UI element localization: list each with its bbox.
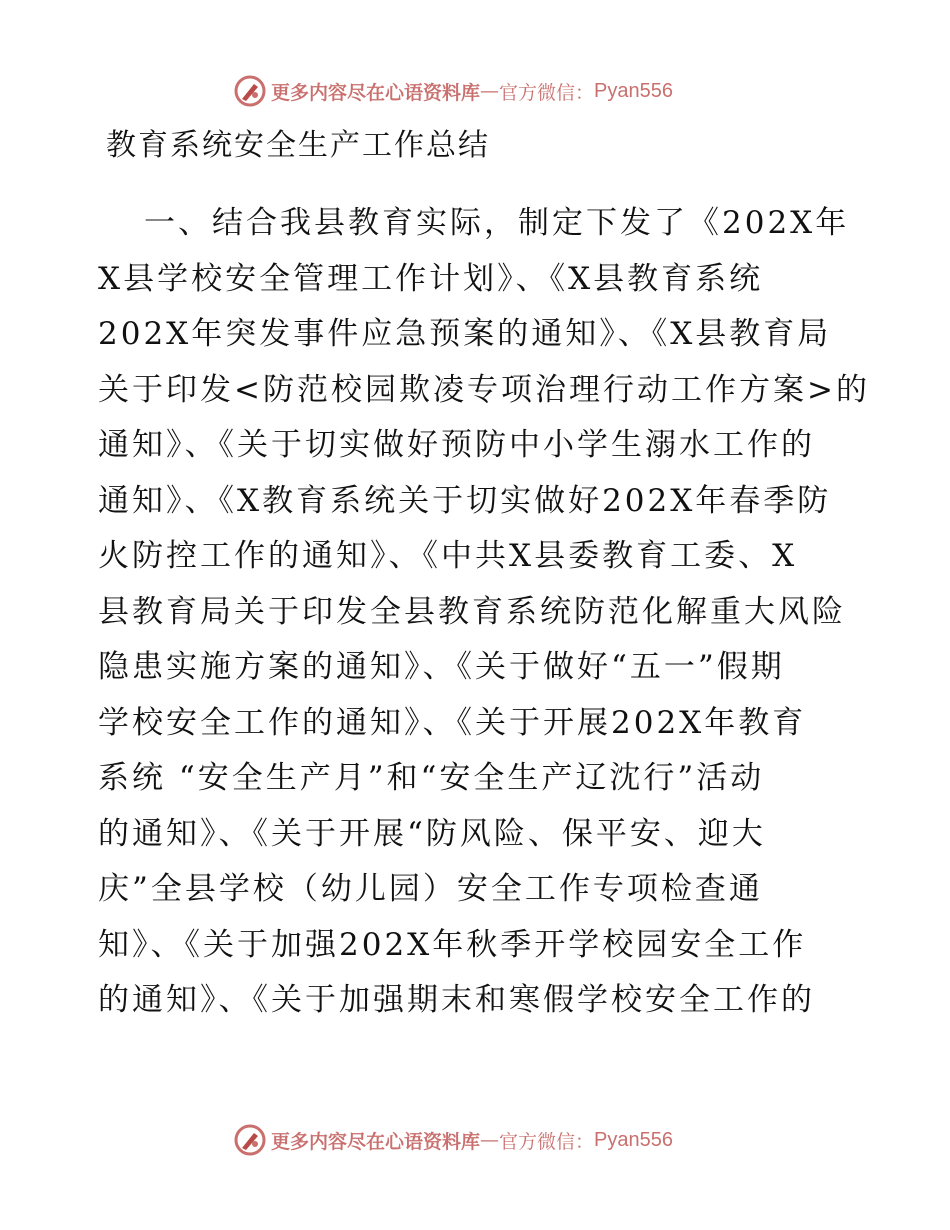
body-line: 的通知》、《关于开展“防风险、保平安、迎大 [98, 815, 766, 852]
watermark-wechat-label: 官方微信： [499, 1130, 595, 1153]
body-line: X县学校安全管理工作计划》、《X县教育系统 [98, 260, 764, 297]
body-line: 学校安全工作的通知》、《关于开展202X年教育 [98, 704, 807, 741]
body-line: 县教育局关于印发全县教育系统防范化解重大风险 [98, 593, 846, 630]
footer-watermark [233, 1122, 673, 1158]
watermark-separator: — [480, 80, 500, 102]
document-title: 教育系统安全生产工作总结 [106, 128, 490, 163]
watermark-separator: — [480, 1129, 500, 1151]
body-line: 知》、《关于加强202X年秋季开学校园安全工作 [98, 926, 807, 963]
document-body [98, 196, 870, 1029]
watermark-wechat-label: 官方微信： [499, 81, 595, 104]
watermark-wechat-id: Pyan556 [594, 1128, 673, 1151]
watermark-text: 更多内容尽在心语资料库 [271, 1130, 481, 1153]
body-line: 一、结合我县教育实际，制定下发了《202X年 [144, 205, 850, 241]
watermark-wechat-id: Pyan556 [594, 79, 673, 102]
watermark-text: 更多内容尽在心语资料库 [271, 81, 481, 104]
body-line: 关于印发<防范校园欺凌专项治理行动工作方案>的 [98, 371, 870, 408]
pen-logo-icon [233, 74, 267, 108]
body-line: 202X年突发事件应急预案的通知》、《X县教育局 [98, 316, 832, 352]
body-line: 系统 “安全生产月”和“安全生产辽沈行”活动 [98, 760, 765, 796]
body-line: 通知》、《X教育系统关于切实做好202X年春季防 [98, 482, 832, 519]
header-watermark [233, 73, 673, 109]
body-line: 通知》、《关于切实做好预防中小学生溺水工作的 [98, 427, 815, 463]
body-line: 庆”全县学校（幼儿园）安全工作专项检查通 [98, 871, 763, 907]
pen-logo-icon [233, 1123, 267, 1157]
body-line: 隐患实施方案的通知》、《关于做好“五一”假期 [98, 649, 785, 685]
body-line: 火防控工作的通知》、《中共X县委教育工委、X [98, 538, 798, 574]
body-line: 的通知》、《关于加强期末和寒假学校安全工作的 [98, 982, 815, 1018]
